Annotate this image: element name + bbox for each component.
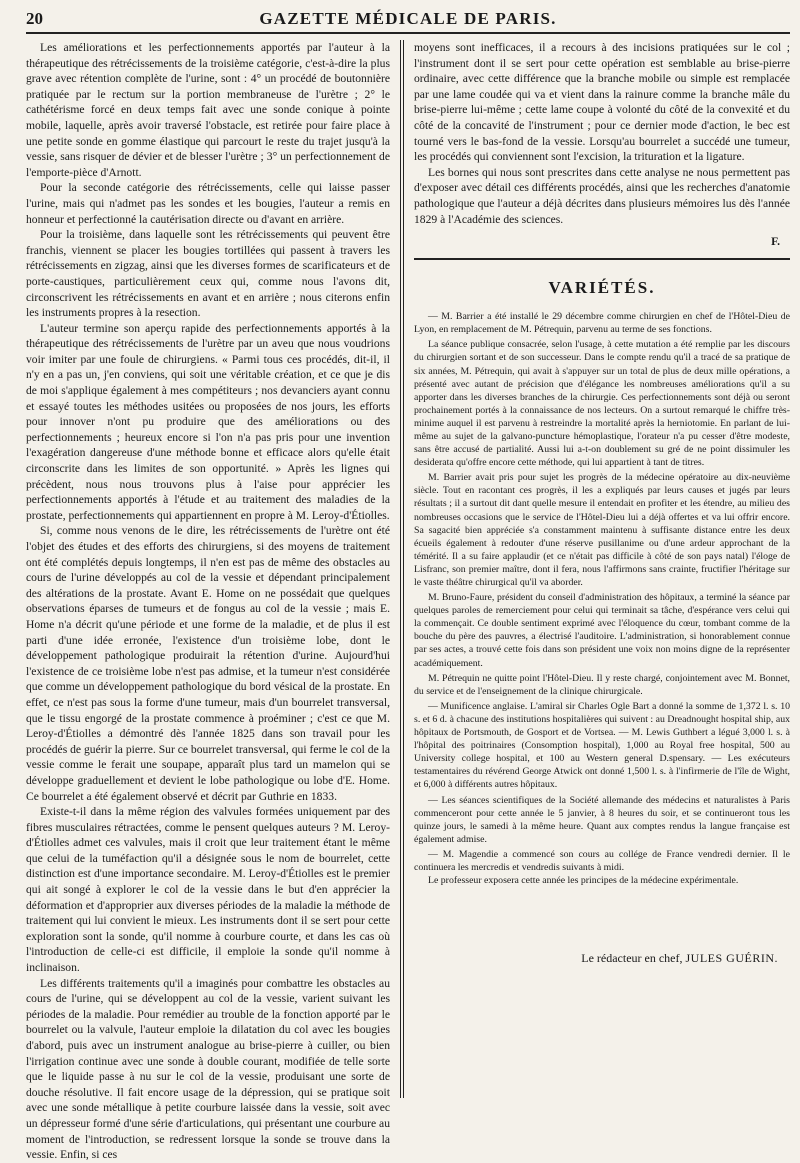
column-divider	[400, 40, 404, 1098]
varietes-paragraph: M. Bruno-Faure, président du conseil d'administration des hôpitaux, a terminé la séance par quelques paroles de remerciement pour celui qui terminait sa tâche, d'espérance vers celui qui la commençait. Ce double sentiment exprimé avec l'éloquence du cœur, tombant comme de la bouche du père des pauvres, a électrisé l'auditoire. L'administration, si honorablement connue par ses actes, a trouvé cette fois dans son président une voix non moins digne de la représenter académiquement.	[414, 592, 790, 669]
varietes-paragraph: — M. Barrier a été installé le 29 décembre comme chirurgien en chef de l'Hôtel-Dieu de Lyon, en remplacement de M. Pétrequin, parvenu au terme de ses fonctions.	[414, 311, 790, 336]
varietes-paragraph: M. Barrier avait pris pour sujet les progrès de la médecine opératoire au dix-neuvième siècle. Tout en racontant ces progrès, il les a expliqués par leurs causes et jugés par leurs résultats ; il a surtout dit dant quelle mesure il entendait en profiter et les étendre, au milieu des nombreuses occasions que le service de l'Hôtel-Dieu lui a déjà offertes et va lui offrir encore. Sa sagacité bien appréciée s'a constamment maintenu à suffisante distance entre les deux écueils également à redouter d'une réserve pusillanime ou d'une ardeur approchant de la témérité. Il a su faire applaudir (et ce n'était pas difficile à côté de son pays natal) l'éloge de Lisfranc, son premier maître, dont il fera, nous l'affirmons sans crainte, fructifier l'héritage sur le vaste théâtre chirurgical qu'il va aborder.	[414, 472, 790, 588]
left-paragraph: Les différents traitements qu'il a imaginés pour combattre les obstacles au cours de l'urine, qui se développent au col de la vessie, varient suivant les périodes de la maladie. Pour remédier au trouble de la fonction apporté par le bourrelet ou la valvule, l'auteur emploie la dilatation du col avec les bougies d'abord, puis avec un instrument analogue au brise-pierre à cuiller, ou bien l'irrigation continue avec une sonde à double courant, modifiée de telle sorte que le liquide passe à nu sur le col de la vessie, produisant une sorte de douche résolutive. Il fait encore usage de la dépression, qui se pratique soit avec une sonde métallique à petite courbure laissée dans la vessie, soit avec un dépresseur formé d'une série d'articulations, qui présentant une courbure au moment de l'introduction, se redressent lorsque la sonde se trouve dans la vessie. Enfin, si ces	[26, 976, 390, 1162]
section-title: VARIÉTÉS.	[548, 278, 656, 298]
left-paragraph: Existe-t-il dans la même région des valvules formées uniquement par des fibres musculaires rétractées, comme le pensent quelques auteurs ? M. Leroy-d'Étiolles admet ces valvules, mais il croit que leur traitement étant le même que celui de la tuméfaction qu'il a désignée sous le nom de bourrelet, cette distinction est d'une importance secondaire. M. Leroy-d'Étiolles est le premier qui ait songé à explorer le col de la vessie dans le but d'en apprécier la déformation et d'approprier aux diverses périodes de la maladie la méthode de traitement qui lui convient le mieux. Les instruments dont il se sert pour cette exploration sont la sonde, qu'il nomme à courbure courte, et dans les cas où l'introduction de celle-ci est difficile, il emploie la sonde qu'il nomme à inclinaison.	[26, 805, 390, 975]
varietes-paragraph: Le professeur exposera cette année les principes de la médecine expérimentale.	[428, 875, 739, 887]
running-title: GAZETTE MÉDICALE DE PARIS.	[259, 9, 557, 28]
left-column	[26, 40, 398, 1162]
left-paragraph: Les améliorations et les perfectionnements apportés par l'auteur à la thérapeutique des rétrécissements de la troisième catégorie, c'est-à-dire la plus grave avec rétention complète de l'urine, sont : 4° un procédé de boutonnière pratiquée par le rectum sur la portion membraneuse de l'urètre ; 2° le cathétérisme forcé en deux temps fait avec une sonde conique à pointe mobile, laquelle, après avoir traversé l'obstacle, est retirée pour faire place à une petite sonde en gomme élastique qui parcourt le reste du trajet jusqu'à la vessie, sans risquer de dévier et de blesser l'urètre ; 3° un perfectionnement de l'emporte-pièce d'Arnott.	[26, 41, 390, 179]
varietes-paragraph: La séance publique consacrée, selon l'usage, à cette mutation a été remplie par les discours du chirurgien sortant et de son successeur. Dans le compte rendu qu'il a tracé de sa pratique de six années, M. Pétrequin, qui avait à s'appuyer sur un total de plus de deux mille opérations, a présenté avec autant de précision que d'élégance les nombreuses améliorations qu'il a su apporter dans les diverses branches de la chirurgie. Ces perfectionnements sont déjà ou seront prochainement portés à la connaissance de nos lecteurs. On a surtout remarqué le chiffre très-minime auquel il est parvenu à restreindre la mortalité après la herniotomie. En parlant de lui-même au sujet de la galvano-puncture hémoplastique, l'orateur n'a pu cesser d'être modeste, sans être accusé de partialité. Aussi lui a-t-on doublement su gré de ne point dissimuler les desiderata qu'offre encore cette méthode, qui lui appartient à tant de titres.	[414, 339, 790, 469]
section-divider	[414, 258, 790, 260]
varietes-paragraph: — Les séances scientifiques de la Société allemande des médecins et naturalistes à Paris commenceront pour cette année le 5 janvier, à 8 heures du soir, et se continueront tous les quinze jours, le samedi à la même heure. Quant aux comptes rendus la langue française est également admise.	[414, 794, 790, 845]
varietes-paragraph: — Munificence anglaise. L'amiral sir Charles Ogle Bart a donné la somme de 1,372 l. s. 10 s. et 6 d. à chacune des institutions hospitalières qui suivent : au Dreadnought hospital ship, aux hôpitaux de Portsmouth, de Gosport et de Vortsea. — M. Lewis Guthbert a légué 3,000 l. s. à l'hôpital des poitrinaires (Consomption hospital), 1,000 au Royal free hospital, 500 au University college hospital, et 100 au Western general D.spensary. — Les exécuteurs testamentaires du révérend George Atwick ont donné 1,500 l. s. à l'infirmerie de l'île de Wight, et 6,000 à différents autres hôpitaux.	[414, 700, 790, 791]
page-number: 20	[26, 9, 43, 28]
article-signature: F.	[771, 235, 780, 249]
article-continuation	[414, 40, 790, 227]
editor-name: JULES GUÉRIN.	[685, 951, 778, 966]
varietes-paragraph: — M. Magendie a commencé son cours au collége de France vendredi dernier. Il le continuera les mercredis et vendredis suivants à midi.	[414, 848, 790, 873]
left-paragraph: Pour la troisième, dans laquelle sont les rétrécissements qui peuvent être franchis, viennent se placer les bougies tortillées qui passent à travers les rétrécissements en zigzag, ainsi que les diverses formes de scarificateurs et de porte-caustiques, particulièrement ceux qui, comme nous l'avons dit, circonscrivent les rétrécissements en avant et en arrière ; nous citerons enfin les instruments propres à la resection.	[26, 228, 390, 320]
continuation-paragraph: Les bornes qui nous sont prescrites dans cette analyse ne nous permettent pas d'exposer avec détail ces différents procédés, ainsi que les recherches d'anatomie pathologique que l'auteur a déjà décrites dans plusieurs mémoires lus dès l'année 1829 à l'Académie des sciences.	[414, 165, 790, 226]
page-header	[26, 6, 790, 34]
continuation-paragraph: moyens sont inefficaces, il a recours à des incisions pratiquées sur le col ; l'instrument dont il se sert pour cette opération est semblable au brise-pierre ordinaire, avec cette différence que la branche mobile ou simple est remplacée par une lame coudée qui va et vient dans la rainure comme la branche mâle du brise-pierre lui-même ; cette lame coupe à volonté du côté de la convexité et du côté de la concavité de l'instrument ; pour ce dernier mode d'action, le bec est tourné vers le bas-fond de la vessie. Lorsqu'au bourrelet a succédé une tumeur, les procédés qui conviennent sont l'excision, la trituration et la ligature.	[414, 41, 790, 164]
varietes-paragraph: M. Pétrequin ne quitte point l'Hôtel-Dieu. Il y reste chargé, conjointement avec M. Bonnet, du service et de l'enseignement de la clinique chirurgicale.	[414, 672, 790, 697]
right-column	[406, 40, 790, 1098]
signoff-prefix: Le rédacteur en chef,	[581, 951, 683, 966]
left-paragraph: L'auteur termine son aperçu rapide des perfectionnements apportés à la thérapeutique des rétrécissements de l'urètre par un aveu que nous voudrions voir imiter par une foule de chirurgiens. « Parmi tous ces procédés, dit-il, il n'y en a pas un, j'en conviens, qui soit une véritable création, et ce que je dis de moi s'applique également à mes compétiteurs ; nos devanciers ayant connu et essayé toutes les méthodes usitées ou proposées de nos jours, les efforts pour innover n'ont pu produire que des améliorations ou des perfectionnements ; heureux encore si l'on n'a pas pris pour une invention l'exagération dangereuse d'une méthode bonne et efficace alors qu'elle était circonscrite dans les limites de son opportunité. » Après les lignes qui précèdent, nous nous trouvons plus à l'aise pour apprécier les perfectionnements apportés à l'étude et au traitement des maladies de la prostate, perfectionnements qui appartiennent en propre à M. Leroy-d'Étiolles.	[26, 321, 390, 522]
left-paragraph: Si, comme nous venons de le dire, les rétrécissements de l'urètre ont été l'objet des études et des efforts des chirurgiens, si des moyens de traitement ont été complétés depuis longtemps, il n'en est pas de même des obstacles au cours de l'urine développés au col de la vessie et dépendant principalement des altérations de la prostate. Avant E. Home on ne possédait que quelques observations éparses de tumeurs et de fongus au col de la vessie ; mais E. Home n'a décrit qu'une période et une forme de la maladie, et de plus il est parti d'une idée erronée, l'existence d'un troisième lobe, dont le développement pathologique produirait la rétention d'urine. Aujourd'hui l'existence de ce troisième lobe n'est pas admise, et la tumeur n'est considérée que comme un développement pathologique du bord vésical de la prostate. En effet, ce n'est pas sous la forme d'une tumeur, mais d'un bourrelet transversal, que le tissu engorgé de la prostate commence à proéminer ; c'est ce que M. Leroy-d'Étiolles a démontré dès l'année 1825 dans son travail pour les procédés de guérir la pierre. Sur ce bourrelet transversal, qui ferme le col de la vessie comme le ferait une soupape, apparaît plus tard un mamelon qui se développe graduellement et devient le lobe pathologique ou lobe d'E. Home. Ce bourrelet a été également observé et décrit par Guthrie en 1833.	[26, 524, 390, 803]
columns	[26, 40, 790, 1162]
left-paragraph: Pour la seconde catégorie des rétrécissements, celle qui laisse passer l'urine, mais qui n'admet pas les sondes et les bougies, l'auteur a remis en honneur et perfectionné la cautérisation directe ou d'avant en arrière.	[26, 181, 390, 226]
varietes-section	[414, 310, 790, 887]
editor-signoff	[414, 951, 778, 966]
